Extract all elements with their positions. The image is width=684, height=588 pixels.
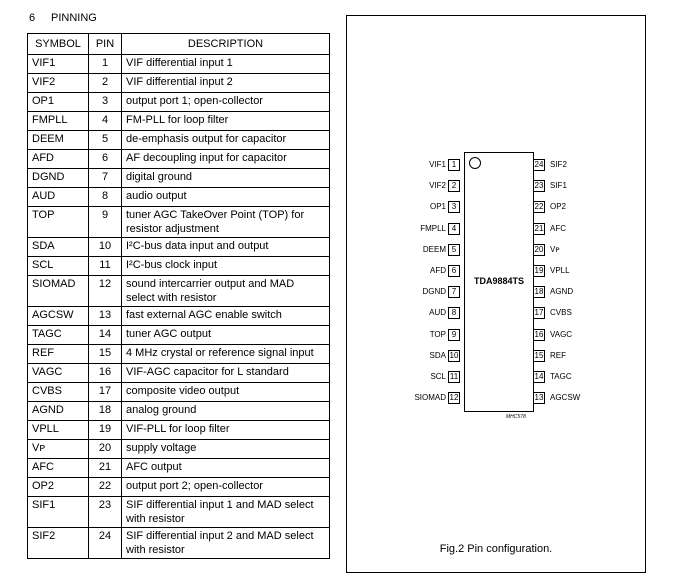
- pin-label: AGCSW: [550, 393, 581, 402]
- cell-pin: 8: [89, 188, 122, 207]
- chip-pin-18: [533, 286, 643, 298]
- cell-pin: 10: [89, 238, 122, 257]
- pin-label: CVBS: [550, 308, 572, 317]
- chip-pin-15: [533, 350, 643, 362]
- pin-label: AFD: [430, 266, 446, 275]
- cell-description: supply voltage: [122, 440, 330, 459]
- cell-symbol: SCL: [28, 257, 89, 276]
- chip-pin-19: [533, 265, 643, 277]
- pin-label: AFC: [550, 224, 566, 233]
- cell-symbol: OP2: [28, 478, 89, 497]
- pin-number: 6: [448, 265, 460, 277]
- pin-number: 13: [534, 393, 544, 402]
- table-row: [28, 93, 330, 112]
- pin-number: 12: [449, 393, 459, 402]
- pin-number: 9: [448, 329, 460, 341]
- chip-pin-24: [533, 159, 643, 171]
- cell-description: audio output: [122, 188, 330, 207]
- pin-number: 23: [534, 181, 544, 190]
- cell-description: composite video output: [122, 383, 330, 402]
- cell-description: de-emphasis output for capacitor: [122, 131, 330, 150]
- cell-pin: 24: [89, 528, 122, 559]
- chip-pin-2: [347, 180, 465, 192]
- cell-pin: 1: [89, 55, 122, 74]
- cell-symbol: DGND: [28, 169, 89, 188]
- chip-pin-22: [533, 201, 643, 213]
- cell-description: output port 2; open-collector: [122, 478, 330, 497]
- cell-pin: 7: [89, 169, 122, 188]
- cell-description: 4 MHz crystal or reference signal input: [122, 345, 330, 364]
- ic-package: [464, 152, 534, 412]
- cell-pin: 12: [89, 276, 122, 307]
- table-row: [28, 307, 330, 326]
- cell-pin: 19: [89, 421, 122, 440]
- cell-pin: 20: [89, 440, 122, 459]
- cell-symbol: Vᴘ: [28, 440, 89, 459]
- cell-description: I²C-bus data input and output: [122, 238, 330, 257]
- pin-number: 24: [534, 160, 544, 169]
- chip-pin-10: [347, 350, 465, 362]
- cell-description: VIF differential input 2: [122, 74, 330, 93]
- table-row: [28, 402, 330, 421]
- cell-symbol: TOP: [28, 207, 89, 238]
- cell-description: tuner AGC output: [122, 326, 330, 345]
- chip-pin-17: [533, 307, 643, 319]
- pin-label: VPLL: [550, 266, 570, 275]
- cell-pin: 14: [89, 326, 122, 345]
- pin-label: FMPLL: [420, 224, 446, 233]
- pin-number: 14: [534, 372, 544, 381]
- cell-pin: 6: [89, 150, 122, 169]
- table-row: [28, 364, 330, 383]
- cell-symbol: AFC: [28, 459, 89, 478]
- table-row: [28, 276, 330, 307]
- cell-pin: 17: [89, 383, 122, 402]
- table-row: [28, 207, 330, 238]
- cell-symbol: DEEM: [28, 131, 89, 150]
- cell-symbol: FMPLL: [28, 112, 89, 131]
- cell-description: tuner AGC TakeOver Point (TOP) for resistor adjustment: [122, 207, 330, 238]
- chip-pin-12: [347, 392, 465, 404]
- chip-pin-23: [533, 180, 643, 192]
- cell-pin: 13: [89, 307, 122, 326]
- table-row: [28, 112, 330, 131]
- cell-description: output port 1; open-collector: [122, 93, 330, 112]
- table-row: [28, 345, 330, 364]
- pin-label: DEEM: [422, 245, 446, 254]
- cell-symbol: AUD: [28, 188, 89, 207]
- pin-number: 18: [534, 287, 544, 296]
- cell-description: digital ground: [122, 169, 330, 188]
- cell-pin: 2: [89, 74, 122, 93]
- pin-label: TOP: [429, 330, 446, 339]
- table-row: [28, 238, 330, 257]
- cell-pin: 11: [89, 257, 122, 276]
- chip-pin-13: [533, 392, 643, 404]
- pin-label: VIF2: [429, 181, 446, 190]
- header-description: DESCRIPTION: [122, 34, 330, 55]
- pin-number: 10: [449, 351, 459, 360]
- cell-symbol: SIOMAD: [28, 276, 89, 307]
- pin-number: 7: [448, 286, 460, 298]
- chip-pin-6: [347, 265, 465, 277]
- cell-symbol: VIF2: [28, 74, 89, 93]
- cell-pin: 18: [89, 402, 122, 421]
- pin-number: 21: [534, 224, 544, 233]
- cell-pin: 16: [89, 364, 122, 383]
- cell-pin: 9: [89, 207, 122, 238]
- cell-description: VIF-AGC capacitor for L standard: [122, 364, 330, 383]
- pinning-table: [27, 33, 330, 559]
- cell-symbol: AGCSW: [28, 307, 89, 326]
- cell-pin: 22: [89, 478, 122, 497]
- chip-pin-8: [347, 307, 465, 319]
- pin-label: SIF1: [550, 181, 567, 190]
- pin-label: REF: [550, 351, 566, 360]
- cell-description: VIF differential input 1: [122, 55, 330, 74]
- cell-description: sound intercarrier output and MAD select with resistor: [122, 276, 330, 307]
- cell-symbol: TAGC: [28, 326, 89, 345]
- pin1-notch-icon: [469, 157, 481, 169]
- cell-symbol: AGND: [28, 402, 89, 421]
- cell-symbol: VPLL: [28, 421, 89, 440]
- pin-number: 2: [448, 180, 460, 192]
- chip-name: TDA9884TS: [473, 276, 525, 286]
- table-row: [28, 421, 330, 440]
- section-number: 6: [29, 12, 36, 24]
- table-row: [28, 131, 330, 150]
- pin-label: OP2: [550, 202, 567, 211]
- pin-label: SIOMAD: [414, 393, 446, 402]
- cell-symbol: AFD: [28, 150, 89, 169]
- chip-pin-11: [347, 371, 465, 383]
- table-row: [28, 150, 330, 169]
- table-row: [28, 497, 330, 528]
- pin-number: 19: [534, 266, 544, 275]
- table-row: [28, 55, 330, 74]
- pin-label: OP1: [429, 202, 446, 211]
- table-row: [28, 169, 330, 188]
- table-header-row: [28, 34, 330, 55]
- cell-description: FM-PLL for loop filter: [122, 112, 330, 131]
- cell-pin: 15: [89, 345, 122, 364]
- pin-number: 22: [534, 202, 544, 211]
- cell-pin: 3: [89, 93, 122, 112]
- figure-code: MHC578: [506, 414, 526, 420]
- table-row: [28, 257, 330, 276]
- pin-number: 15: [534, 351, 544, 360]
- cell-pin: 4: [89, 112, 122, 131]
- table-row: [28, 383, 330, 402]
- table-row: [28, 459, 330, 478]
- table-row: [28, 478, 330, 497]
- chip-pin-4: [347, 223, 465, 235]
- header-symbol: SYMBOL: [28, 34, 89, 55]
- pin-label: SDA: [429, 351, 446, 360]
- cell-symbol: OP1: [28, 93, 89, 112]
- header-pin: PIN: [89, 34, 122, 55]
- pin-label: AUD: [429, 308, 446, 317]
- pin-label: Vᴘ: [550, 245, 560, 254]
- pin-label: VAGC: [550, 330, 573, 339]
- pin-number: 20: [534, 245, 544, 254]
- chip-pin-21: [533, 223, 643, 235]
- pin-number: 11: [449, 372, 459, 381]
- pin-label: TAGC: [550, 372, 572, 381]
- pin-label: DGND: [422, 287, 446, 296]
- table-row: [28, 74, 330, 93]
- section-heading: [29, 12, 97, 24]
- cell-description: AFC output: [122, 459, 330, 478]
- cell-description: VIF-PLL for loop filter: [122, 421, 330, 440]
- pin-label: AGND: [550, 287, 574, 296]
- cell-pin: 5: [89, 131, 122, 150]
- pin-number: 8: [448, 307, 460, 319]
- cell-symbol: VAGC: [28, 364, 89, 383]
- pin-label: VIF1: [429, 160, 446, 169]
- cell-description: I²C-bus clock input: [122, 257, 330, 276]
- cell-description: SIF differential input 2 and MAD select with resistor: [122, 528, 330, 559]
- table-row: [28, 188, 330, 207]
- figure-caption: Fig.2 Pin configuration.: [439, 543, 553, 555]
- cell-symbol: SDA: [28, 238, 89, 257]
- cell-symbol: VIF1: [28, 55, 89, 74]
- pin-number: 17: [534, 308, 544, 317]
- pin-number: 4: [448, 223, 460, 235]
- cell-description: SIF differential input 1 and MAD select with resistor: [122, 497, 330, 528]
- chip-pin-7: [347, 286, 465, 298]
- pin-number: 5: [448, 244, 460, 256]
- chip-pin-1: [347, 159, 465, 171]
- cell-symbol: CVBS: [28, 383, 89, 402]
- chip-pin-14: [533, 371, 643, 383]
- chip-pin-5: [347, 244, 465, 256]
- chip-pin-3: [347, 201, 465, 213]
- cell-symbol: SIF1: [28, 497, 89, 528]
- cell-symbol: REF: [28, 345, 89, 364]
- pin-number: 3: [448, 201, 460, 213]
- cell-description: AF decoupling input for capacitor: [122, 150, 330, 169]
- chip-pin-16: [533, 329, 643, 341]
- table-row: [28, 528, 330, 559]
- cell-pin: 21: [89, 459, 122, 478]
- pin-number: 1: [448, 159, 460, 171]
- cell-description: analog ground: [122, 402, 330, 421]
- chip-pin-9: [347, 329, 465, 341]
- pin-label: SCL: [430, 372, 446, 381]
- pin-number: 16: [534, 330, 544, 339]
- pin-configuration-figure: [346, 15, 646, 573]
- chip-pin-20: [533, 244, 643, 256]
- cell-symbol: SIF2: [28, 528, 89, 559]
- table-row: [28, 440, 330, 459]
- table-row: [28, 326, 330, 345]
- cell-description: fast external AGC enable switch: [122, 307, 330, 326]
- section-title: PINNING: [51, 12, 97, 24]
- cell-pin: 23: [89, 497, 122, 528]
- pin-label: SIF2: [550, 160, 567, 169]
